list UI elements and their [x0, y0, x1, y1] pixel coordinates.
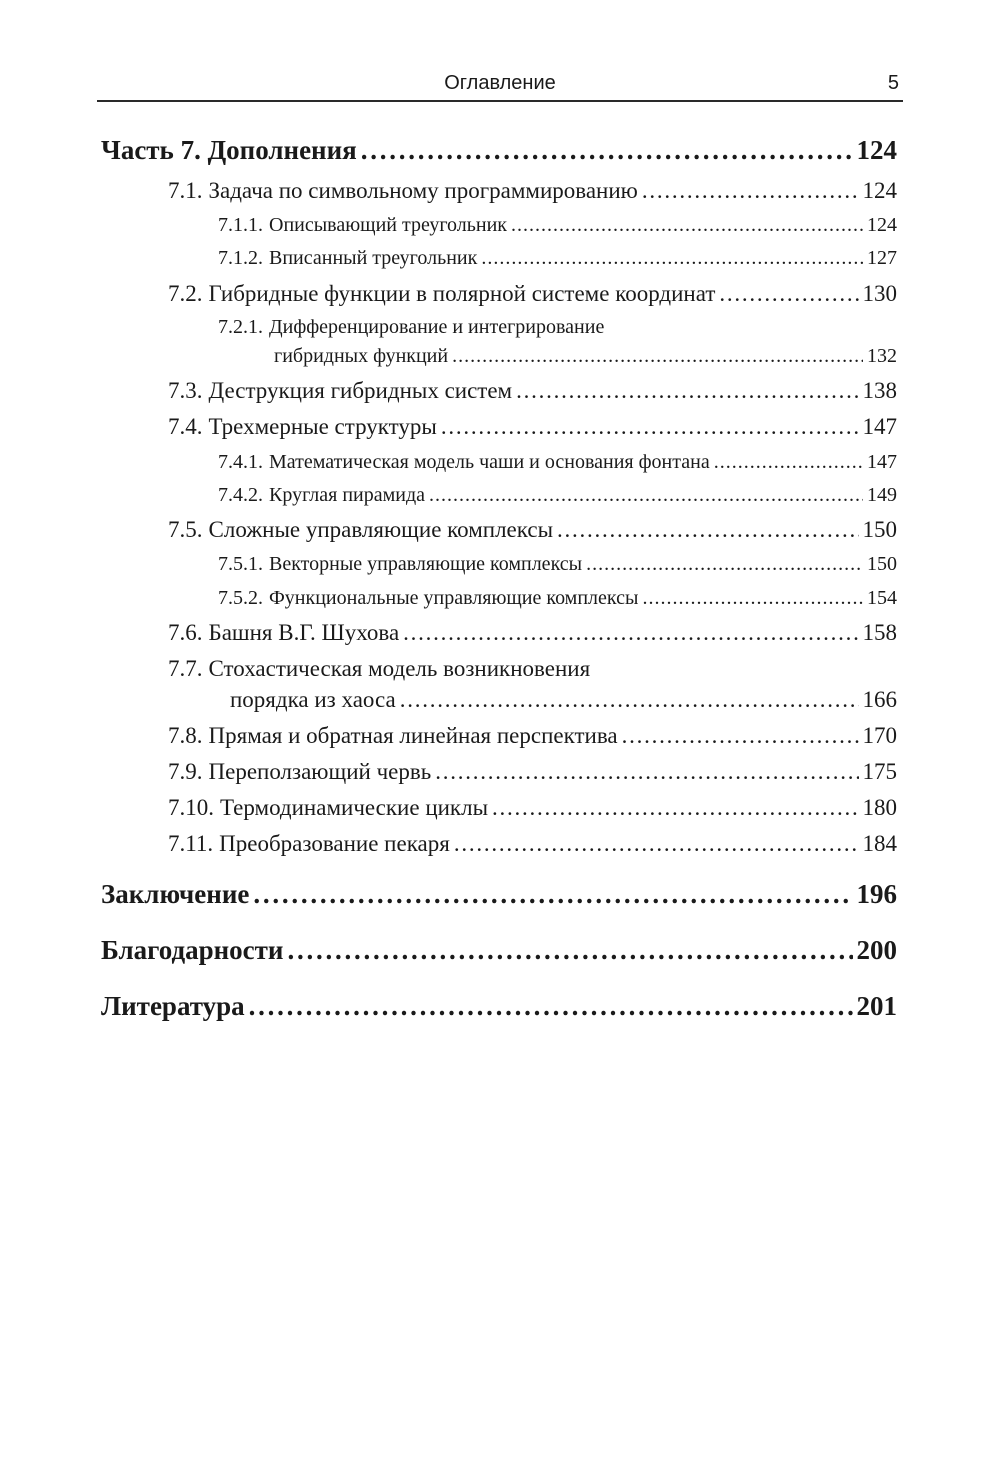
toc-entry-label: Переползающий червь: [208, 759, 432, 784]
page-number: 5: [887, 72, 899, 94]
toc-entry-page: 154: [867, 587, 897, 609]
toc-entry-label: Деструкция гибридных систем: [208, 378, 513, 403]
dot-leader: [253, 879, 852, 910]
toc-entry-number: 7.1.: [168, 178, 203, 203]
toc-entry-number: 7.5.: [168, 517, 203, 542]
toc-entry-7-1-2[interactable]: [218, 247, 897, 270]
toc-entry-7-8[interactable]: [168, 723, 897, 749]
toc-entry-page: 201: [856, 991, 897, 1021]
dot-leader: [361, 135, 853, 166]
toc-entry-7-2[interactable]: [168, 281, 897, 307]
toc-entry-7-7-first-line[interactable]: [168, 656, 590, 682]
dot-leader: [403, 620, 858, 646]
dot-leader: [492, 795, 858, 821]
toc-entry-acknowledgements[interactable]: [101, 935, 897, 966]
toc-entry-label: Круглая пирамида: [269, 484, 426, 506]
toc-entry-number: 7.11.: [168, 831, 214, 856]
toc-entry-7-11[interactable]: [168, 831, 897, 857]
toc-entry-label: Задача по символьному программированию: [208, 178, 638, 203]
toc-entry-number: 7.10.: [168, 795, 214, 820]
toc-entry-label: Гибридные функции в полярной системе координат: [208, 281, 716, 306]
toc-entry-7-1-1[interactable]: [218, 214, 897, 237]
toc-entry-7-5-2[interactable]: [218, 587, 897, 610]
dot-leader: [288, 935, 853, 966]
toc-entry-page: 147: [867, 451, 897, 473]
dot-leader: [400, 687, 859, 713]
toc-entry-page: 130: [862, 281, 897, 306]
toc-entry-number: 7.1.2.: [218, 247, 263, 269]
toc-entry-7-2-1[interactable]: [274, 345, 897, 368]
running-head-title: Оглавление: [444, 72, 556, 94]
toc-entry-number: 7.6.: [168, 620, 203, 645]
dot-leader: [441, 414, 859, 440]
toc-entry-page: 150: [862, 517, 897, 542]
toc-entry-page: 147: [862, 414, 897, 439]
toc-entry-page: 170: [862, 723, 897, 748]
toc-entry-label: Сложные управляющие комплексы: [208, 517, 554, 542]
toc-entry-label: Прямая и обратная линейная перспектива: [208, 723, 618, 748]
toc-entry-page: 184: [862, 831, 897, 856]
dot-leader: [714, 451, 863, 474]
toc-entry-label: Литература: [101, 991, 245, 1021]
toc-entry-label: Термодинамические циклы: [220, 795, 489, 820]
toc-entry-number: 7.4.1.: [218, 451, 263, 473]
toc-entry-page: 166: [862, 687, 897, 712]
toc-entry-7-2-1-first-line[interactable]: [218, 316, 604, 339]
dot-leader: [642, 587, 863, 610]
toc-entry-part-7[interactable]: [101, 135, 897, 166]
toc-entry-page: 124: [856, 135, 897, 165]
toc-entry-number: 7.4.: [168, 414, 203, 439]
toc-entry-7-5-1[interactable]: [218, 553, 897, 576]
toc-entry-7-7[interactable]: [230, 687, 897, 713]
toc-entry-number: 7.4.2.: [218, 484, 263, 506]
toc-entry-7-10[interactable]: [168, 795, 897, 821]
toc-entry-label: Вписанный треугольник: [269, 247, 478, 269]
dot-leader: [622, 723, 859, 749]
running-head: [97, 70, 903, 102]
toc-entry-literature[interactable]: [101, 991, 897, 1022]
toc-entry-page: 158: [862, 620, 897, 645]
toc-entry-page: 149: [867, 484, 897, 506]
toc-entry-number: 7.2.: [168, 281, 203, 306]
toc-entry-label-continued: гибридных функций: [274, 345, 449, 367]
toc-entry-page: 200: [856, 935, 897, 965]
toc-entry-page: 124: [867, 214, 897, 236]
toc-entry-7-4[interactable]: [168, 414, 897, 440]
toc-entry-label: Математическая модель чаши и основания фонтана: [269, 451, 710, 473]
toc-entry-number: 7.7.: [168, 656, 203, 681]
toc-entry-page: 124: [862, 178, 897, 203]
toc-entry-label: Преобразование пекаря: [219, 831, 450, 856]
toc-entry-page: 127: [867, 247, 897, 269]
toc-entry-7-1[interactable]: [168, 178, 897, 204]
toc-entry-7-3[interactable]: [168, 378, 897, 404]
toc-entry-7-4-1[interactable]: [218, 451, 897, 474]
toc-entry-page: 138: [862, 378, 897, 403]
toc-entry-page: 196: [856, 879, 897, 909]
dot-leader: [557, 517, 858, 543]
toc-entry-number: 7.1.1.: [218, 214, 263, 236]
toc-entry-number: 7.8.: [168, 723, 203, 748]
toc-entry-7-9[interactable]: [168, 759, 897, 785]
toc-entry-label: Благодарности: [101, 935, 284, 965]
toc-entry-number: 7.9.: [168, 759, 203, 784]
toc-entry-7-6[interactable]: [168, 620, 897, 646]
toc-entry-label: Часть 7. Дополнения: [101, 135, 357, 165]
dot-leader: [481, 247, 863, 270]
toc-entry-label: Стохастическая модель возникновения: [208, 656, 591, 681]
toc-entry-number: 7.2.1.: [218, 316, 263, 338]
toc-entry-number: 7.3.: [168, 378, 203, 403]
toc-entry-7-4-2[interactable]: [218, 484, 897, 507]
dot-leader: [516, 378, 858, 404]
toc-entry-page: 132: [867, 345, 897, 367]
toc-entry-7-5[interactable]: [168, 517, 897, 543]
toc-entry-label: Трехмерные структуры: [208, 414, 437, 439]
dot-leader: [435, 759, 858, 785]
toc-entry-label: Функциональные управляющие комплексы: [269, 587, 639, 609]
toc-entry-conclusion[interactable]: [101, 879, 897, 910]
dot-leader: [452, 345, 863, 368]
dot-leader: [642, 178, 859, 204]
dot-leader: [249, 991, 853, 1022]
toc-entry-label: Дифференцирование и интегрирование: [269, 316, 605, 338]
toc-entry-number: 7.5.1.: [218, 553, 263, 575]
toc-entry-label: Башня В.Г. Шухова: [208, 620, 400, 645]
dot-leader: [429, 484, 863, 507]
toc-entry-label: Описывающий треугольник: [269, 214, 507, 236]
toc-entry-page: 175: [862, 759, 897, 784]
toc-entry-page: 180: [862, 795, 897, 820]
dot-leader: [454, 831, 859, 857]
toc-entry-label-continued: порядка из хаоса: [230, 687, 396, 712]
dot-leader: [511, 214, 863, 237]
toc-entry-label: Заключение: [101, 879, 250, 909]
toc-entry-number: 7.5.2.: [218, 587, 263, 609]
dot-leader: [586, 553, 863, 576]
toc-entry-label: Векторные управляющие комплексы: [269, 553, 583, 575]
dot-leader: [719, 281, 858, 307]
toc-entry-page: 150: [867, 553, 897, 575]
